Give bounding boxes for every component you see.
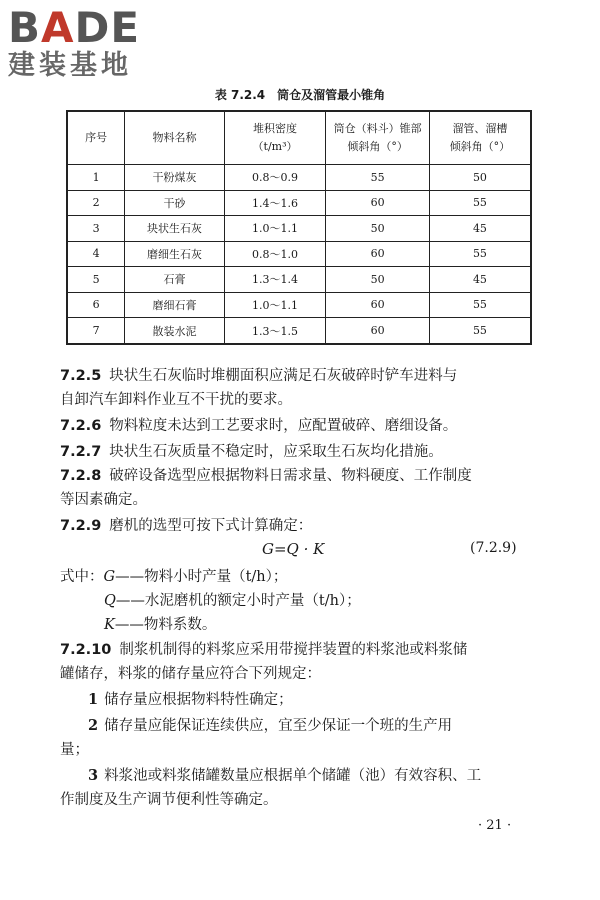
formula: G=Q · K (262, 540, 325, 558)
definition-k: K——物料系数。 (104, 617, 217, 633)
table-row: 5 石膏 1.3～1.4 50 45 (67, 267, 531, 293)
list-item: 3 料浆池或料浆储罐数量应根据单个储罐（池）有效容积、工 (88, 767, 482, 784)
clause-7-2-8-cont: 等因素确定。 (60, 492, 147, 508)
table-row: 2 干砂 1.4～1.6 60 55 (67, 190, 531, 216)
clause-7-2-5: 7.2.5 块状生石灰临时堆棚面积应满足石灰破碎时铲车进料与 (60, 368, 458, 384)
clause-7-2-10-cont: 罐储存，料浆的储存量应符合下列规定： (60, 666, 321, 682)
header-material: 物料名称 (125, 111, 224, 165)
logo-subtitle: 建装基地 (8, 50, 132, 81)
table-row: 6 磨细石膏 1.0～1.1 60 55 (67, 292, 531, 318)
header-seq: 序号 (67, 111, 125, 165)
list-item-cont: 作制度及生产调节便利性等确定。 (60, 792, 278, 808)
cone-angle-table (66, 110, 532, 345)
header-silo-angle: 筒仓（料斗）锥部 倾斜角（°） (326, 111, 430, 165)
table-title: 表 7.2.4 筒仓及溜管最小锥角 (214, 88, 386, 102)
list-item-cont: 量； (60, 742, 89, 758)
formula-number: (7.2.9) (470, 540, 517, 556)
header-chute-angle: 溜管、溜槽 倾斜角（°） (429, 111, 531, 165)
logo (8, 3, 178, 82)
table-row: 3 块状生石灰 1.0～1.1 50 45 (67, 216, 531, 242)
page-number: · 21 · (478, 818, 512, 833)
list-item: 2 储存量应能保证连续供应，宜至少保证一个班的生产用 (88, 717, 453, 734)
clause-7-2-10: 7.2.10 制浆机制得的料浆应采用带搅拌装置的料浆池或料浆储 (60, 642, 468, 658)
clause-7-2-9: 7.2.9 磨机的选型可按下式计算确定： (60, 518, 313, 534)
table-row: 4 磨细生石灰 0.8～1.0 60 55 (67, 241, 531, 267)
clause-7-2-6: 7.2.6 物料粒度未达到工艺要求时，应配置破碎、磨细设备。 (60, 418, 458, 434)
header-density: 堆积密度 （t/m³） (224, 111, 326, 165)
definition-q: Q——水泥磨机的额定小时产量（t/h）； (104, 593, 361, 609)
logo-brand: BADE (8, 3, 141, 52)
clause-7-2-5-cont: 自卸汽车卸料作业互不干扰的要求。 (60, 392, 292, 408)
list-item: 1 储存量应根据物料特性确定； (88, 691, 293, 708)
table-header-row (67, 111, 531, 165)
table-row: 1 干粉煤灰 0.8～0.9 55 50 (67, 165, 531, 191)
definition-g: 式中：G——物料小时产量（t/h）； (60, 569, 288, 585)
clause-7-2-8: 7.2.8 破碎设备选型应根据物料日需求量、物料硬度、工作制度 (60, 468, 472, 484)
table-row: 7 散装水泥 1.3～1.5 60 55 (67, 318, 531, 345)
clause-7-2-7: 7.2.7 块状生石灰质量不稳定时，应采取生石灰均化措施。 (60, 444, 443, 460)
